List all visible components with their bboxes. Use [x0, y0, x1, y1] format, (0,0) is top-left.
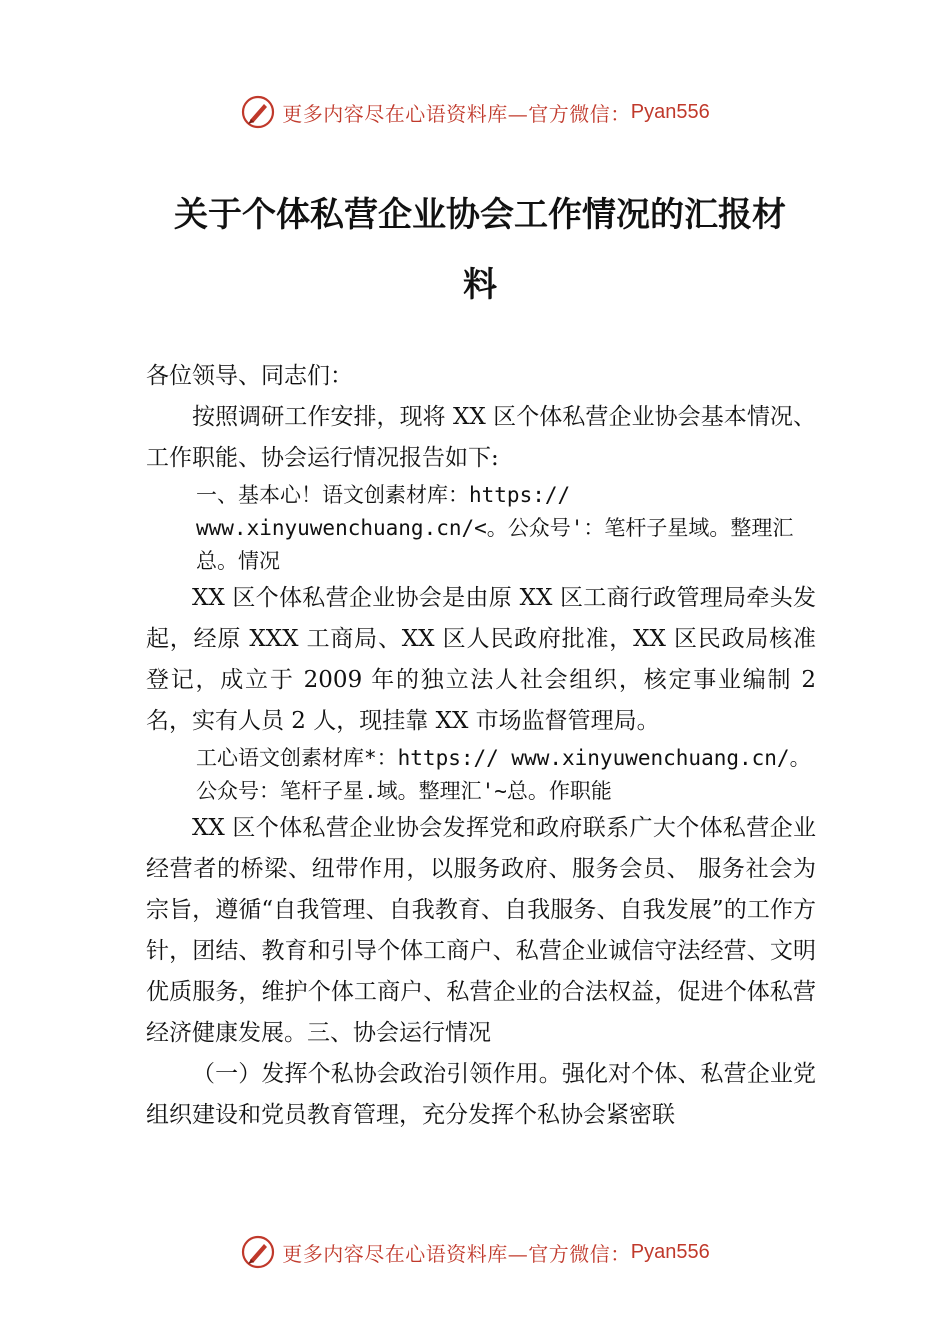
banner-text: 更多内容尽在心语资料库—官方微信： — [282, 1241, 631, 1266]
pen-logo-icon — [240, 1234, 276, 1270]
header-watermark-banner — [0, 92, 950, 132]
operations-paragraph: （一）发挥个私协会政治引领作用。强化对个体、私营企业党组织建设和党员教育管理，充分发挥个私协会紧密联 — [146, 1061, 816, 1128]
functions-paragraph: XX 区个体私营企业协会发挥党和政府联系广大个体私营企业经营者的桥梁、纽带作用，以服务政府、服务会员、 服务社会为宗旨，遵循“自我管理、自我教育、自我服务、自我发展”的工作方针，团结、教育和引导个体工商户、私营企业诚信守法经营、文明优质服务，维护个体工商户、私营企业的合法权益，促进个体私营经济健康发展。三、协会运行情况 — [146, 815, 816, 1046]
banner-wechat-id: Pyan556 — [630, 1240, 710, 1263]
title-line-2: 料 — [463, 265, 497, 305]
pen-logo-icon — [240, 94, 276, 130]
title-line-1: 关于个体私营企业协会工作情况的汇报材 — [174, 195, 786, 235]
section-heading-basic-info: 一、基本心！语文创素材库：https:// www.xinyuwenchuang.cn/<。公众号'：笔杆子星域。整理汇总。情况 — [196, 483, 794, 573]
document-body — [146, 356, 816, 1136]
section-heading-functions: 工心语文创素材库*：https:// www.xinyuwenchuang.cn/。公众号：笔杆子星.域。整理汇'~总。作职能 — [196, 746, 811, 803]
greeting: 各位领导、同志们： — [146, 363, 353, 389]
footer-watermark-banner — [0, 1232, 950, 1272]
document-title — [150, 180, 810, 320]
intro-paragraph: 按照调研工作安排，现将 XX 区个体私营企业协会基本情况、工作职能、协会运行情况报告如下: — [146, 404, 816, 471]
basic-info-paragraph: XX 区个体私营企业协会是由原 XX 区工商行政管理局牵头发起，经原 XXX 工商局、XX 区人民政府批准，XX 区民政局核准登记，成立于 2009 年的独立法人社会组织，核定事业编制 2 名，实有人员 2 人，现挂靠 XX 市场监督管理局。 — [146, 585, 816, 734]
banner-wechat-id: Pyan556 — [630, 100, 710, 123]
banner-text: 更多内容尽在心语资料库—官方微信： — [282, 101, 631, 126]
